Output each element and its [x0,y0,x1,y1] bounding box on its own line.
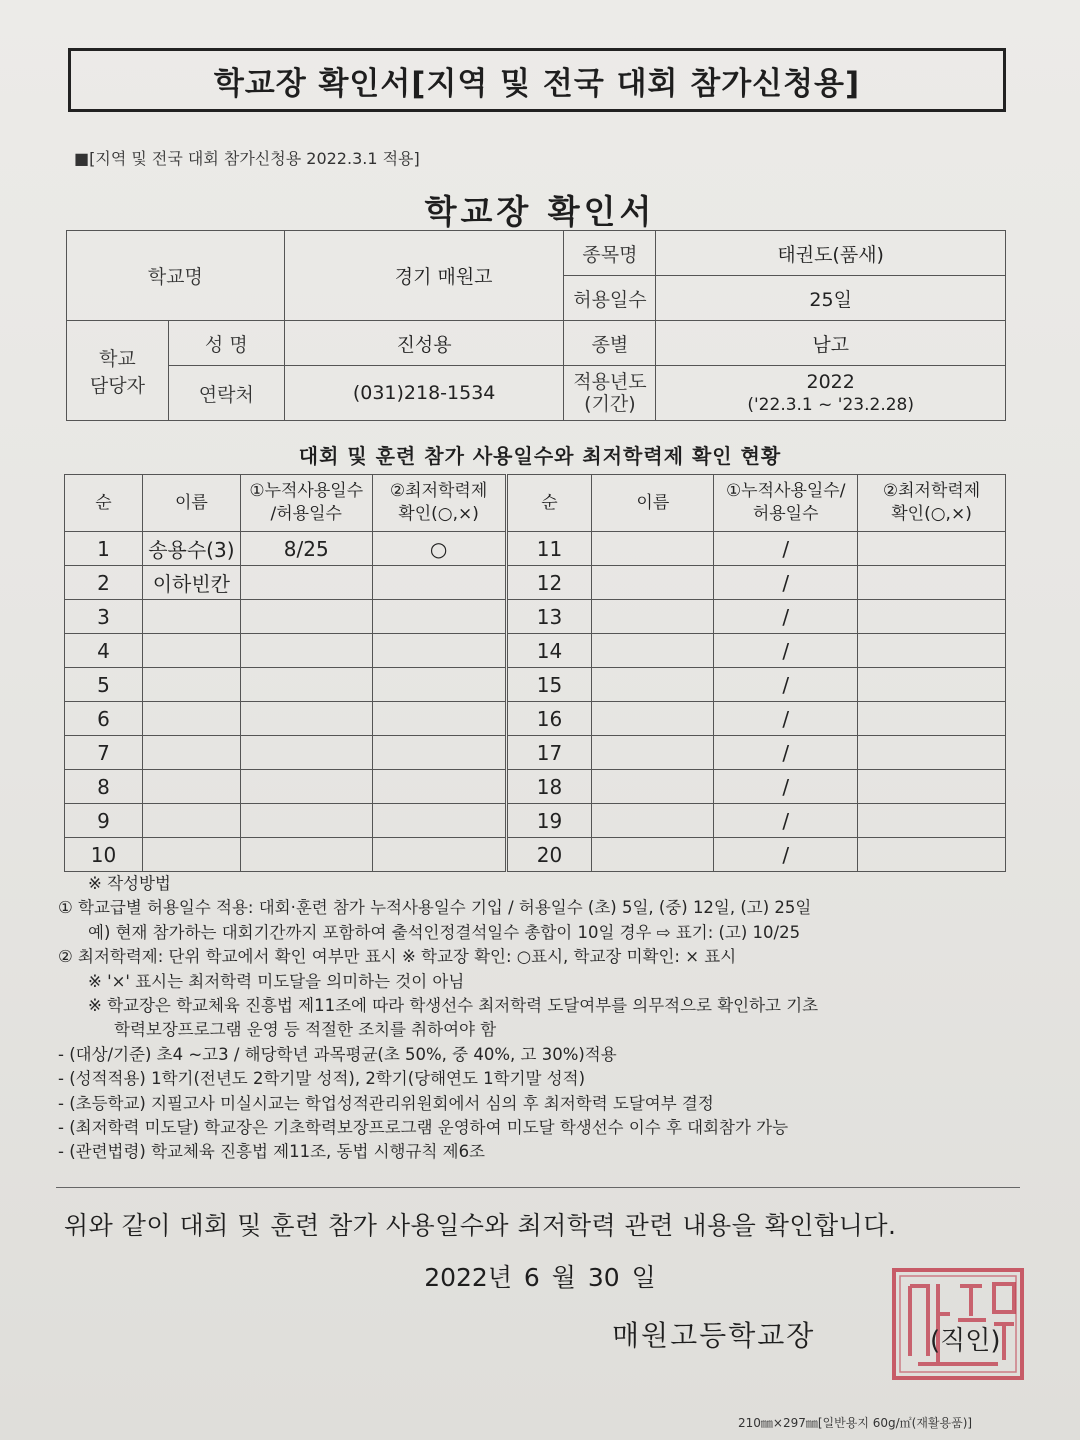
note-target-criteria: - (대상/기준) 초4 ~고3 / 해당학년 과목평균(초 50%, 중 40%, 고 30%)적용 [58,1044,617,1064]
row-no: 2 [65,566,143,600]
row-no-right: 16 [506,702,592,736]
row-days-right: / [714,600,858,634]
gender-label: 종별 [564,321,656,366]
confirmation-statement: 위와 같이 대회 및 훈련 참가 사용일수와 최저학력 관련 내용을 확인합니다. [64,1211,897,1240]
school-info-table [66,230,1006,421]
row-name: 송용수(3) [142,532,240,566]
row-days-right: / [714,634,858,668]
seal-label: (직인) [930,1326,1001,1356]
row-check-right [858,736,1006,770]
row-no-right: 14 [506,634,592,668]
writing-instructions [58,872,1038,1165]
row-days-right: / [714,838,858,872]
row-days [240,600,372,634]
note-principal-duty: ※ 학교장은 학교체육 진흥법 제11조에 따라 학생선수 최저학력 도달여부를 의무적으로 확인하고 기초 [88,996,819,1016]
note-min-academic: ② 최저학력제: 단위 학교에서 확인 여부만 표시 ※ 학교장 확인: ○표시, 학교장 미확인: × 표시 [58,947,737,967]
row-name-right [592,770,714,804]
row-days-right: / [714,770,858,804]
document-header-box [68,48,1006,112]
header-no: 순 [65,475,143,532]
allowed-days-label: 허용일수 [564,276,656,321]
row-name-right [592,532,714,566]
row-no-right: 18 [506,770,592,804]
year-value: 2022 [806,371,855,393]
table-row [65,838,1006,872]
row-name-right [592,600,714,634]
row-name-right [592,736,714,770]
row-check [372,702,506,736]
usage-table-body [65,532,1006,872]
header-title: 학교장 확인서[지역 및 전국 대회 참가신청용] [213,65,861,102]
row-check [372,736,506,770]
usage-section-title: 대회 및 훈련 참가 사용일수와 최저학력제 확인 현황 [298,444,782,468]
header-days-right: ①누적사용일수/ 허용일수 [714,475,858,532]
divider [56,1187,1020,1188]
table-row [65,566,1006,600]
note-x-meaning: ※ '×' 표시는 최저학력 미도달을 의미하는 것이 아님 [88,971,465,991]
row-check [372,566,506,600]
row-name-right [592,566,714,600]
row-days [240,566,372,600]
row-check-right [858,770,1006,804]
row-days [240,668,372,702]
row-days [240,736,372,770]
row-check-right [858,668,1006,702]
year-label: 적용년도 (기간) [564,366,656,421]
row-days [240,702,372,736]
year-cell [656,366,1006,421]
row-check [372,600,506,634]
manager-name-label: 성 명 [168,321,284,366]
note-allowed-days: ① 학교급별 허용일수 적용: 대회·훈련 참가 누적사용일수 기입 / 허용일수 (초) 5일, (중) 12일, (고) 25일 [58,898,812,918]
document-title: 학교장 확인서 [424,192,656,231]
row-no: 5 [65,668,143,702]
school-manager-label: 학교 담당자 [67,321,169,421]
row-days [240,804,372,838]
row-check [372,838,506,872]
paper-spec-footer: 210㎜×297㎜[일반용지 60g/㎡(재활용품)] [738,1416,973,1430]
manager-name-value: 진성용 [284,321,564,366]
table-row [65,600,1006,634]
table-row [65,668,1006,702]
usage-table [64,474,1006,872]
row-days-right: / [714,804,858,838]
row-name-right [592,702,714,736]
notes-heading: ※ 작성방법 [88,874,171,893]
row-no-right: 12 [506,566,592,600]
header-name: 이름 [142,475,240,532]
row-name [142,600,240,634]
form-version-note: ■[지역 및 전국 대회 참가신청용 2022.3.1 적용] [74,149,420,168]
table-row [65,634,1006,668]
row-no-right: 13 [506,600,592,634]
row-days [240,838,372,872]
row-name [142,770,240,804]
issue-date: 2022년 6 월 30 일 [424,1263,656,1292]
row-no-right: 19 [506,804,592,838]
row-name-right [592,804,714,838]
row-name [142,804,240,838]
row-check: ○ [372,532,506,566]
row-days [240,634,372,668]
school-name-value: 경기 매원고 [284,231,564,321]
note-not-reached: - (최저학력 미도달) 학교장은 기초학력보장프로그램 운영하여 미도달 학생선수 이수 후 대회참가 가능 [58,1118,789,1138]
row-name-right [592,838,714,872]
header-no-right: 순 [506,475,592,532]
row-days-right: / [714,702,858,736]
gender-value: 남고 [656,321,1006,366]
header-days: ①누적사용일수 /허용일수 [240,475,372,532]
row-days: 8/25 [240,532,372,566]
year-period: ('22.3.1 ~ '23.2.28) [747,395,914,415]
header-check-right: ②최저학력제 확인(○,×) [858,475,1006,532]
row-no: 6 [65,702,143,736]
table-row [65,736,1006,770]
row-no: 7 [65,736,143,770]
row-days-right: / [714,532,858,566]
row-check-right [858,566,1006,600]
row-check-right [858,600,1006,634]
note-principal-duty-cont: 학력보장프로그램 운영 등 적절한 조치를 취하여야 함 [114,1020,497,1040]
row-no-right: 15 [506,668,592,702]
event-label: 종목명 [564,231,656,276]
usage-table-header [65,475,1006,532]
row-check [372,804,506,838]
row-name [142,736,240,770]
row-no: 9 [65,804,143,838]
table-row [65,702,1006,736]
row-name-right [592,634,714,668]
row-no: 8 [65,770,143,804]
row-name: 이하빈칸 [142,566,240,600]
row-check-right [858,838,1006,872]
row-check-right [858,804,1006,838]
row-no: 4 [65,634,143,668]
row-days-right: / [714,736,858,770]
row-check [372,634,506,668]
principal-name: 매원고등학교장 [612,1319,816,1352]
row-check [372,770,506,804]
allowed-days-value: 25일 [656,276,1006,321]
note-elementary: - (초등학교) 지필고사 미실시교는 학업성적관리위원회에서 심의 후 최저학력 도달여부 결정 [58,1093,714,1113]
row-days [240,770,372,804]
row-no-right: 20 [506,838,592,872]
row-name [142,702,240,736]
row-check-right [858,702,1006,736]
contact-label: 연락처 [168,366,284,421]
row-name [142,668,240,702]
row-days-right: / [714,668,858,702]
row-check-right [858,634,1006,668]
event-value: 태권도(품새) [656,231,1006,276]
row-days-right: / [714,566,858,600]
table-row [65,804,1006,838]
header-name-right: 이름 [592,475,714,532]
note-allowed-days-example: 예) 현재 참가하는 대회기간까지 포함하여 출석인정결석일수 총합이 10일 경우 ⇨ 표기: (고) 10/25 [88,922,801,942]
row-check-right [858,532,1006,566]
header-check: ②최저학력제 확인(○,×) [372,475,506,532]
note-grade-application: - (성적적용) 1학기(전년도 2학기말 성적), 2학기(당해연도 1학기말 성적) [58,1069,586,1089]
row-name [142,838,240,872]
row-no-right: 11 [506,532,592,566]
school-name-label: 학교명 [67,231,285,321]
row-name [142,634,240,668]
row-no: 10 [65,838,143,872]
note-related-law: - (관련법령) 학교체육 진흥법 제11조, 동법 시행규칙 제6조 [58,1142,485,1162]
row-no-right: 17 [506,736,592,770]
row-no: 3 [65,600,143,634]
row-name-right [592,668,714,702]
table-row [65,770,1006,804]
table-row [65,532,1006,566]
contact-value: (031)218-1534 [284,366,564,421]
row-check [372,668,506,702]
row-no: 1 [65,532,143,566]
